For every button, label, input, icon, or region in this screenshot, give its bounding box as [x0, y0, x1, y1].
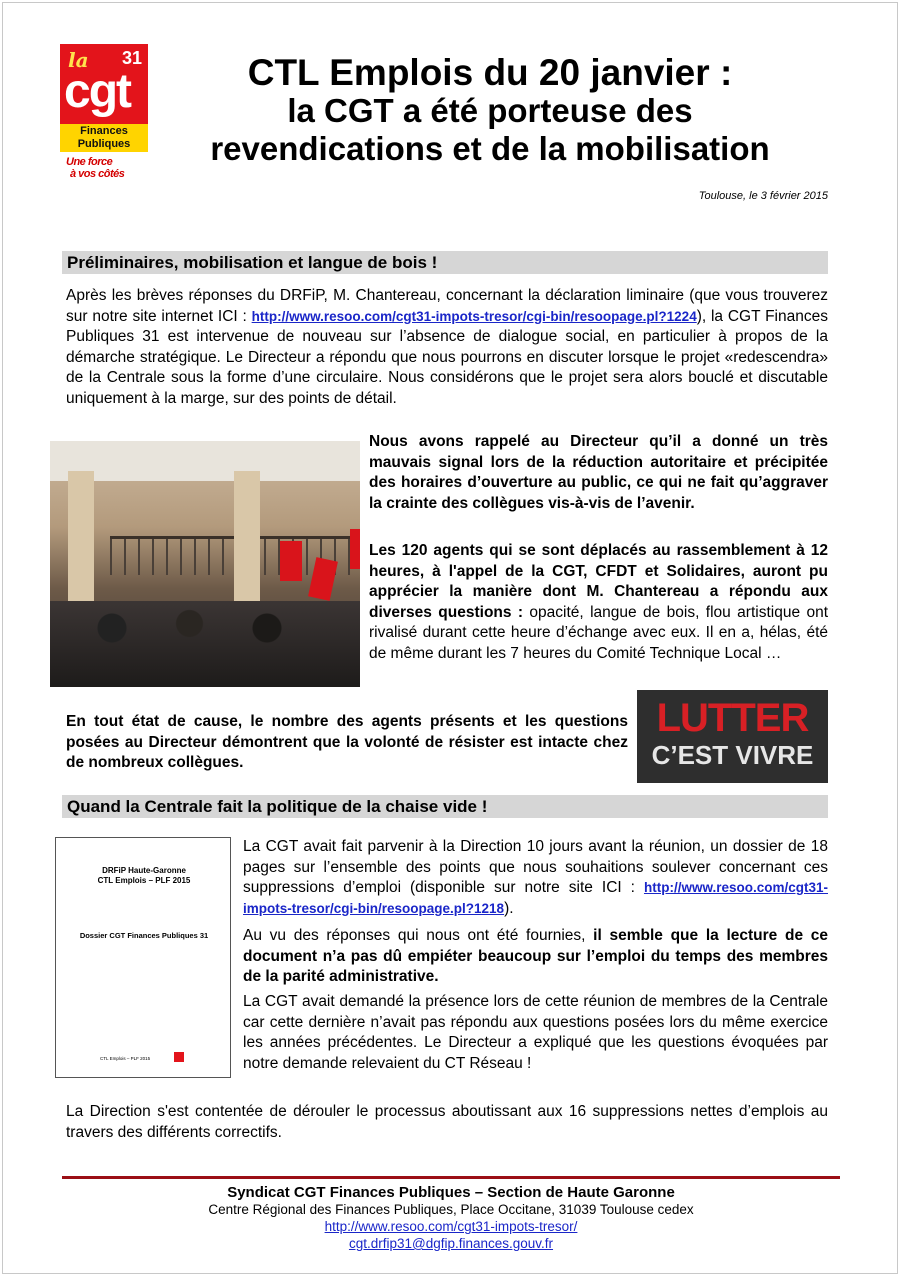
dossier-thumbnail [55, 837, 231, 1078]
section1-paragraph2 [369, 432, 828, 514]
section1-heading: Préliminaires, mobilisation et langue de bois ! [62, 251, 828, 274]
logo-slogan-line2: à vos côtés [70, 168, 125, 180]
lutter-cest-vivre-image [637, 690, 828, 783]
lutter-text-line2: C’EST VIVRE [651, 740, 814, 770]
s2p2-normal: Au vu des réponses qui nous ont été fournies, [243, 927, 594, 944]
footer [0, 1184, 902, 1252]
photo-flag [280, 541, 302, 581]
logo-la: la [68, 48, 89, 72]
title-line1: CTL Emplois du 20 janvier : [247, 52, 733, 93]
photo-crowd [50, 601, 360, 687]
logo-band-line2: Publiques [77, 138, 131, 150]
s1p1-text-after: ), la CGT Finances Publiques 31 est intervenue de nouveau sur l’absence de dialogue social, en particulier à propos de la démarche stratégique. Le Directeur a répondu que nous pourrons en discuter lorsque le projet «redescendra» de la Centrale sous la forme d’une circulaire. Nous considérons que le projet sera alors bouclé et discutable uniquement à la marge, sur des points de détail. [66, 307, 828, 407]
section2-paragraph4: La Direction s'est contentée de dérouler le processus aboutissant aux 16 suppressions nettes d’emplois au travers des différents correctifs. [66, 1103, 828, 1141]
s1p3-bold: Les 120 agents qui se sont déplacés au rassemblement à 12 heures, à l'appel de la CGT, CFDT et Solidaires, auront pu apprécier la manière dont M. Chantereau a répondu aux diverses questions : [369, 542, 828, 621]
page-title [160, 54, 820, 168]
footer-rule [62, 1176, 840, 1179]
title-line3: revendications et de la mobilisation [210, 130, 770, 167]
photo-ceiling [50, 441, 360, 481]
thumb-title-line2: CTL Emplois – PLF 2015 [97, 876, 191, 885]
section2-paragraph1 [243, 837, 828, 919]
section1-paragraph4 [66, 712, 628, 774]
footer-org: Syndicat CGT Finances Publiques – Section de Haute Garonne [227, 1184, 675, 1201]
thumb-logo-icon [174, 1052, 184, 1062]
s2p1-link[interactable]: http://www.resoo.com/cgt31-impots-tresor/cgi-bin/resoopage.pl?1218 [243, 880, 828, 916]
section2-heading: Quand la Centrale fait la politique de la chaise vide ! [62, 795, 828, 818]
s2p2-bold: il semble que la lecture de ce document n’a pas dû empiéter beaucoup sur l’emploi du temps des membres de la parité administrative. [243, 927, 829, 985]
thumb-footer: CTL Emplois – PLF 2015 [100, 1056, 151, 1061]
photo-flag [350, 529, 360, 569]
thumb-title [56, 866, 232, 886]
lutter-text-line1: LUTTER [656, 696, 809, 740]
title-line2: la CGT a été porteuse des [287, 92, 693, 129]
s2p1-text-before: La CGT avait fait parvenir à la Direction 10 jours avant la réunion, un dossier de 18 pages sur l’ensemble des points que nous souhaitions soulever concernant ces suppressions d’emploi (disponible sur notre site ICI : [243, 838, 828, 896]
section1-paragraph1 [66, 286, 828, 409]
footer-email-link[interactable]: cgt.drfip31@dgfip.finances.gouv.fr [348, 1236, 554, 1251]
s2p1-text-after: ). [504, 899, 514, 917]
s1p1-link[interactable]: http://www.resoo.com/cgt31-impots-tresor/cgi-bin/resoopage.pl?1224 [251, 308, 697, 324]
rally-photo [50, 441, 360, 687]
dateline: Toulouse, le 3 février 2015 [698, 190, 828, 202]
s1p3-normal: opacité, langue de bois, flou artistique ont rivalisé durant cette heure d’échange avec eux. Il en a, hélas, été de même durant les 7 heures du Comité Technique Local … [369, 603, 828, 662]
thumb-title-line1: DRFiP Haute-Garonne [102, 866, 186, 875]
logo-band-line1: Finances [80, 125, 128, 137]
footer-address: Centre Régional des Finances Publiques, Place Occitane, 31039 Toulouse cedex [208, 1202, 694, 1217]
section2-paragraph2 [243, 926, 828, 988]
s1p1-text-before: Après les brèves réponses du DRFiP, M. Chantereau, concernant la déclaration liminaire (que vous trouverez sur notre site internet ICI : [66, 287, 828, 325]
logo-slogan-line1: Une force [66, 156, 113, 168]
section2-paragraph3: La CGT avait demandé la présence lors de cette réunion de membres de la Centrale car cette dernière n’avait pas répondu aux questions posées lors du même exercice les années précédentes. Le Directeur a expliqué que les questions évoquées par notre demande relevaient du CT Réseau ! [243, 993, 828, 1072]
footer-website-link[interactable]: http://www.resoo.com/cgt31-impots-tresor/ [324, 1219, 578, 1234]
cgt-logo [60, 44, 148, 184]
s1p2-bold: Nous avons rappelé au Directeur qu’il a donné un très mauvais signal lors de la réduction autoritaire et précipitée des horaires d’ouverture au public, ce qui ne fait qu’aggraver la crainte des collègues vis-à-vis de l’avenir. [369, 433, 828, 512]
logo-cgt: cgt [64, 65, 130, 118]
logo-red-block [60, 44, 148, 124]
thumb-subtitle: Dossier CGT Finances Publiques 31 [79, 931, 209, 940]
logo-band [60, 124, 148, 152]
logo-number: 31 [121, 48, 142, 68]
section1-paragraph3 [369, 541, 828, 664]
s1p4-bold: En tout état de cause, le nombre des agents présents et les questions posées au Directeur démontrent que la volonté de résister est intacte chez de nombreux collègues. [66, 713, 628, 771]
